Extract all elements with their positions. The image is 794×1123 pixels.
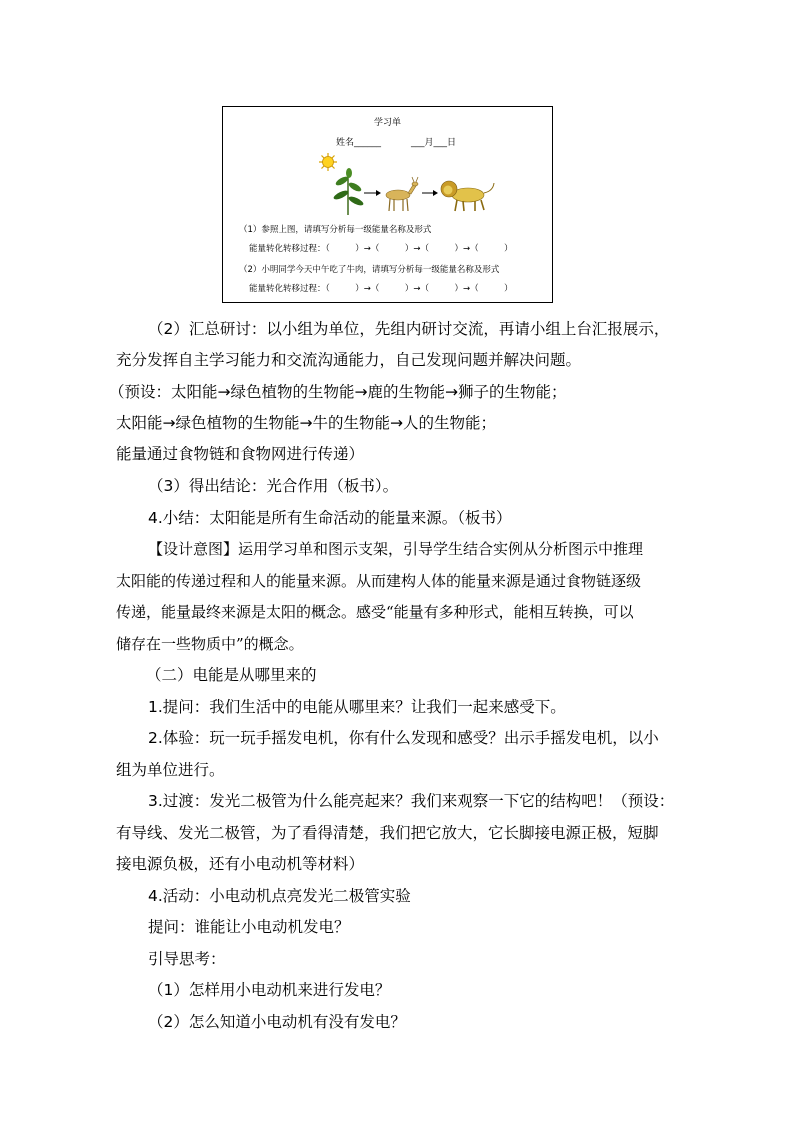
step-activity: 4.活动：小电动机点亮发光二极管实验	[148, 887, 411, 905]
worksheet-figure	[222, 106, 553, 303]
food-chain-illustration	[318, 153, 498, 217]
worksheet-name-field: 姓名______	[336, 138, 382, 148]
activity-question: 提问：谁能让小电动机发电？	[148, 918, 350, 936]
worksheet-question-1: （1）参照上图，请填写分析每一级能量名称及形式	[239, 225, 432, 235]
preset-line-3: 能量通过食物链和食物网进行传递）	[116, 445, 365, 463]
worksheet-title: 学习单	[373, 118, 401, 128]
lion-icon	[441, 181, 494, 211]
design-intent-line-1: 【设计意图】运用学习单和图示支架，引导学生结合实例从分析图示中推理	[148, 540, 644, 558]
guided-thinking-2: （2）怎么知道小电动机有没有发电？	[148, 1013, 406, 1031]
step-transition-cont-2: 接电源负极，还有小电动机等材料）	[116, 855, 365, 873]
design-intent-line-2: 太阳能的传递过程和人的能量来源。从而建构人体的能量来源是通过食物链逐级	[116, 572, 642, 590]
paragraph-discussion-cont: 充分发挥自主学习能力和交流沟通能力，自己发现问题并解决问题。	[116, 351, 582, 369]
deer-icon	[386, 177, 418, 211]
arrow-icon	[364, 190, 381, 196]
guided-thinking-1: （1）怎样用小电动机来进行发电？	[148, 981, 391, 999]
paragraph-conclusion: （3）得出结论：光合作用（板书）。	[148, 477, 399, 495]
paragraph-summary: 4.小结：太阳能是所有生命活动的能量来源。（板书）	[148, 509, 512, 527]
design-intent-line-4: 储存在一些物质中”的概念。	[116, 635, 304, 653]
paragraph-discussion: （2）汇总研讨：以小组为单位，先组内研讨交流，再请小组上台汇报展示，	[148, 320, 670, 338]
sun-icon	[319, 153, 337, 171]
preset-line-1: （预设：太阳能→绿色植物的生物能→鹿的生物能→狮子的生物能；	[109, 383, 567, 401]
step-question: 1.提问：我们生活中的电能从哪里来？让我们一起来感受下。	[148, 698, 566, 716]
section-heading-electric: （二）电能是从哪里来的	[146, 666, 317, 684]
preset-line-2: 太阳能→绿色植物的生物能→牛的生物能→人的生物能；	[116, 414, 496, 432]
step-transition-cont-1: 有导线、发光二极管，为了看得清楚，我们把它放大，它长脚接电源正极，短脚	[116, 824, 659, 842]
arrow-icon	[422, 190, 438, 196]
step-experience-cont: 组为单位进行。	[116, 761, 225, 779]
step-experience: 2.体验：玩一玩手摇发电机，你有什么发现和感受？出示手摇发电机，以小	[148, 729, 659, 747]
guided-thinking: 引导思考：	[148, 950, 226, 968]
step-transition: 3.过渡：发光二极管为什么能亮起来？我们来观察一下它的结构吧！（预设：	[148, 792, 675, 810]
worksheet-chain-1: 能量转化转移过程：（ ）→（ ）→（ ）→（ ）	[249, 244, 513, 254]
plant-icon	[332, 168, 364, 215]
design-intent-line-3: 传递，能量最终来源是太阳的概念。感受“能量有多种形式，能相互转换，可以	[116, 603, 634, 621]
worksheet-chain-2: 能量转化转移过程：（ ）→（ ）→（ ）→（ ）	[249, 284, 513, 294]
worksheet-date-field: ___月___日	[411, 138, 457, 148]
worksheet-question-2: （2）小明同学今天中午吃了牛肉，请填写分析每一级能量名称及形式	[239, 265, 500, 275]
